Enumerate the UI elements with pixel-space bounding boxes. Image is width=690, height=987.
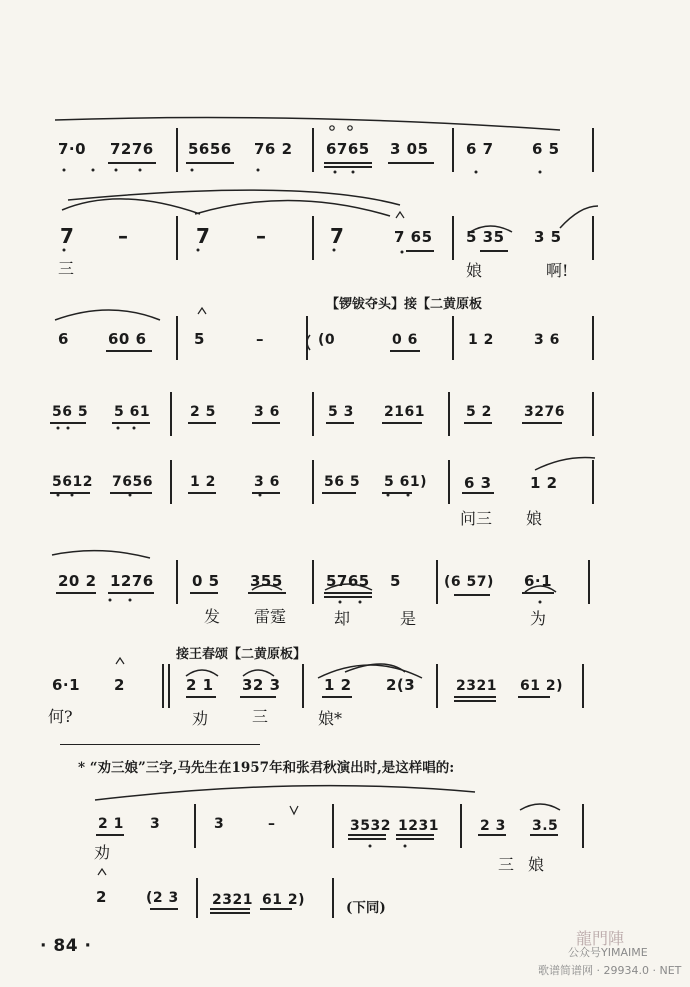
underline bbox=[322, 696, 352, 698]
section-label: 接王春颂【二黄原板】 bbox=[176, 647, 307, 662]
bar-line bbox=[312, 128, 314, 172]
note-group: 1231 bbox=[398, 818, 439, 834]
lyric: 三 bbox=[252, 707, 269, 726]
end-note: (下同) bbox=[346, 900, 386, 916]
underline bbox=[530, 834, 558, 836]
note-group: 2 3 bbox=[480, 818, 506, 834]
slur bbox=[55, 118, 560, 130]
lyric: 雷霆 bbox=[254, 607, 287, 626]
note-group: 2(3 bbox=[386, 676, 416, 694]
note-group: 7·0 bbox=[58, 140, 87, 158]
note-group: 2161 bbox=[384, 404, 425, 420]
underline bbox=[150, 908, 178, 910]
bar-line bbox=[170, 460, 172, 504]
watermark-account: 公众号YIMAIME bbox=[568, 946, 648, 959]
note-group: 6·1 bbox=[52, 676, 81, 694]
bar-line bbox=[448, 392, 450, 436]
note-group: – bbox=[256, 224, 267, 248]
note-group: 7 bbox=[196, 224, 211, 248]
note-group: 61 2) bbox=[262, 892, 305, 908]
slur bbox=[52, 551, 150, 558]
note-group: 2321 bbox=[212, 892, 253, 908]
note-group: 7 bbox=[60, 224, 75, 248]
bar-line bbox=[194, 804, 196, 848]
note-group: 355 bbox=[250, 572, 283, 590]
bar-line bbox=[452, 316, 454, 360]
slur bbox=[55, 310, 160, 320]
footnote-divider bbox=[60, 744, 260, 745]
bar-line bbox=[592, 460, 594, 504]
note-group: 2 5 bbox=[190, 404, 216, 420]
underline bbox=[112, 422, 150, 424]
bar-line bbox=[312, 560, 314, 604]
lyric: 何? bbox=[48, 707, 73, 726]
underline bbox=[324, 596, 372, 598]
note-group: 56 5 bbox=[52, 404, 89, 420]
note-group: 3 6 bbox=[254, 474, 280, 490]
bar-line bbox=[162, 664, 164, 708]
bar-line bbox=[460, 804, 462, 848]
note-group: 5 61) bbox=[384, 474, 427, 490]
underline bbox=[480, 250, 508, 252]
slur bbox=[535, 458, 595, 471]
underline bbox=[348, 838, 386, 840]
underline bbox=[396, 834, 434, 836]
underline bbox=[50, 422, 86, 424]
bar-line bbox=[176, 560, 178, 604]
note-group: 5 61 bbox=[114, 404, 151, 420]
slur bbox=[195, 200, 390, 216]
underline bbox=[188, 492, 216, 494]
note-group: 3 bbox=[214, 816, 225, 832]
note-group: 0 5 bbox=[192, 572, 220, 590]
underline bbox=[110, 492, 152, 494]
underline bbox=[324, 166, 372, 168]
bar-line bbox=[436, 664, 438, 708]
bar-line bbox=[170, 392, 172, 436]
note-group: 6765 bbox=[326, 140, 370, 158]
underline bbox=[522, 592, 554, 594]
bar-line bbox=[588, 560, 590, 604]
note-group: – bbox=[256, 330, 264, 348]
bar-line bbox=[332, 804, 334, 848]
note-group: 3 6 bbox=[254, 404, 280, 420]
note-group: 5656 bbox=[188, 140, 232, 158]
bar-line bbox=[436, 560, 438, 604]
underline bbox=[454, 696, 496, 698]
underline bbox=[50, 492, 90, 494]
underline bbox=[240, 696, 276, 698]
lyric: 为 bbox=[530, 609, 547, 628]
bar-line bbox=[306, 316, 308, 360]
note-group: 7656 bbox=[112, 474, 153, 490]
note-group: 76 2 bbox=[254, 140, 293, 158]
watermark-site: 歌谱简谱网 · 29934.0 · NET bbox=[538, 964, 682, 977]
bar-line bbox=[196, 878, 198, 918]
underline bbox=[190, 592, 218, 594]
note-group: 3 bbox=[150, 816, 161, 832]
bar-line bbox=[302, 664, 304, 708]
note-group: 3.5 bbox=[532, 818, 559, 834]
page-number: · 84 · bbox=[40, 936, 92, 956]
slur bbox=[68, 190, 400, 205]
slur bbox=[520, 804, 560, 810]
watermark-logo: 龍門陣 bbox=[576, 929, 625, 948]
underline bbox=[388, 162, 434, 164]
note-group: 1 2 bbox=[530, 474, 558, 492]
note-group: 5765 bbox=[326, 572, 370, 590]
note-group: 2 1 bbox=[186, 676, 214, 694]
underline bbox=[478, 834, 506, 836]
underline bbox=[382, 422, 422, 424]
note-group: 3 6 bbox=[534, 332, 560, 348]
lyric: 问三 bbox=[460, 509, 493, 528]
note-group: – bbox=[118, 224, 129, 248]
underline bbox=[106, 350, 152, 352]
note-group: 0 6 bbox=[392, 332, 418, 348]
underline bbox=[56, 592, 96, 594]
underline bbox=[324, 162, 372, 164]
lyric: 三 bbox=[498, 855, 515, 874]
note-group: 2 bbox=[96, 888, 107, 906]
note-group: 1 2 bbox=[468, 332, 494, 348]
bar-line bbox=[582, 804, 584, 848]
bar-line bbox=[176, 128, 178, 172]
underline bbox=[382, 492, 412, 494]
note-group: 61 2) bbox=[520, 678, 563, 694]
bar-line bbox=[592, 316, 594, 360]
note-group: 3532 bbox=[350, 818, 391, 834]
note-group: 60 6 bbox=[108, 330, 147, 348]
underline bbox=[248, 592, 286, 594]
bar-line bbox=[176, 316, 178, 360]
note-group: 7 65 bbox=[394, 228, 433, 246]
underline bbox=[108, 592, 154, 594]
bar-line bbox=[452, 128, 454, 172]
underline bbox=[462, 492, 494, 494]
slur bbox=[62, 199, 200, 214]
note-group: (2 3 bbox=[146, 890, 179, 906]
note-group: 2 1 bbox=[98, 816, 124, 832]
bar-line bbox=[332, 878, 334, 918]
note-group: 5612 bbox=[52, 474, 93, 490]
bar-line bbox=[582, 664, 584, 708]
bar-line bbox=[448, 460, 450, 504]
lyric: 三 bbox=[58, 259, 75, 278]
lyric: 娘 bbox=[526, 509, 543, 528]
underline bbox=[108, 162, 156, 164]
note-group: 5 bbox=[390, 572, 401, 590]
underline bbox=[186, 162, 234, 164]
underline bbox=[252, 492, 280, 494]
underline bbox=[454, 594, 490, 596]
note-group: (0 bbox=[318, 332, 336, 348]
lyric: 娘* bbox=[318, 709, 343, 728]
note-group: 1 2 bbox=[190, 474, 216, 490]
lyric: 发 bbox=[204, 607, 221, 626]
note-group: 5 2 bbox=[466, 404, 492, 420]
lyric: 是 bbox=[400, 609, 417, 628]
note-group: 1276 bbox=[110, 572, 154, 590]
underline bbox=[326, 422, 354, 424]
bar-line bbox=[312, 216, 314, 260]
underline bbox=[252, 422, 280, 424]
note-group: 5 35 bbox=[466, 228, 505, 246]
note-group: 5 bbox=[194, 330, 205, 348]
note-group: 7 bbox=[330, 224, 345, 248]
section-label: 【锣钹夺头】接【二黄原板 bbox=[326, 297, 483, 312]
underline bbox=[396, 838, 434, 840]
lyric: 却 bbox=[334, 609, 351, 628]
note-group: – bbox=[268, 816, 276, 832]
underline bbox=[390, 350, 420, 352]
note-group: 6 bbox=[58, 330, 69, 348]
note-group: 6 7 bbox=[466, 140, 494, 158]
bar-line bbox=[176, 216, 178, 260]
note-group: 3276 bbox=[524, 404, 565, 420]
underline bbox=[348, 834, 386, 836]
note-group: 3 05 bbox=[390, 140, 429, 158]
lyric: 啊! bbox=[546, 261, 569, 280]
slur bbox=[95, 786, 475, 800]
underline bbox=[324, 592, 372, 594]
bar-line bbox=[452, 216, 454, 260]
bar-line bbox=[312, 392, 314, 436]
bar-line bbox=[168, 664, 170, 708]
note-group: 5 3 bbox=[328, 404, 354, 420]
note-group: 6 3 bbox=[464, 474, 492, 492]
note-group: 1 2 bbox=[324, 676, 352, 694]
bar-line bbox=[592, 392, 594, 436]
underline bbox=[454, 700, 496, 702]
underline bbox=[260, 908, 292, 910]
underline bbox=[188, 422, 216, 424]
underline bbox=[210, 908, 250, 910]
note-group: 6 5 bbox=[532, 140, 560, 158]
note-group: 2 bbox=[114, 676, 125, 694]
bar-line bbox=[312, 460, 314, 504]
note-group: 2321 bbox=[456, 678, 497, 694]
underline bbox=[186, 696, 216, 698]
note-group: 32 3 bbox=[242, 676, 281, 694]
lyric: 劝 bbox=[192, 709, 209, 728]
note-group: 56 5 bbox=[324, 474, 361, 490]
lyric: 娘 bbox=[466, 261, 483, 280]
footnote: * “劝三娘”三字,马先生在1957年和张君秋演出时,是这样唱的: bbox=[78, 760, 455, 776]
lyric: 劝 bbox=[94, 843, 111, 862]
underline bbox=[518, 696, 550, 698]
underline bbox=[464, 422, 492, 424]
bar-line bbox=[592, 216, 594, 260]
note-group: 20 2 bbox=[58, 572, 97, 590]
underline bbox=[322, 492, 356, 494]
underline bbox=[522, 422, 562, 424]
lyric: 娘 bbox=[528, 855, 545, 874]
underline bbox=[96, 834, 124, 836]
underline bbox=[210, 912, 250, 914]
note-group: (6 57) bbox=[444, 574, 494, 590]
note-group: 6·1 bbox=[524, 572, 553, 590]
underline bbox=[406, 250, 434, 252]
note-group: 3 5 bbox=[534, 228, 562, 246]
note-group: 7276 bbox=[110, 140, 154, 158]
bar-line bbox=[592, 128, 594, 172]
